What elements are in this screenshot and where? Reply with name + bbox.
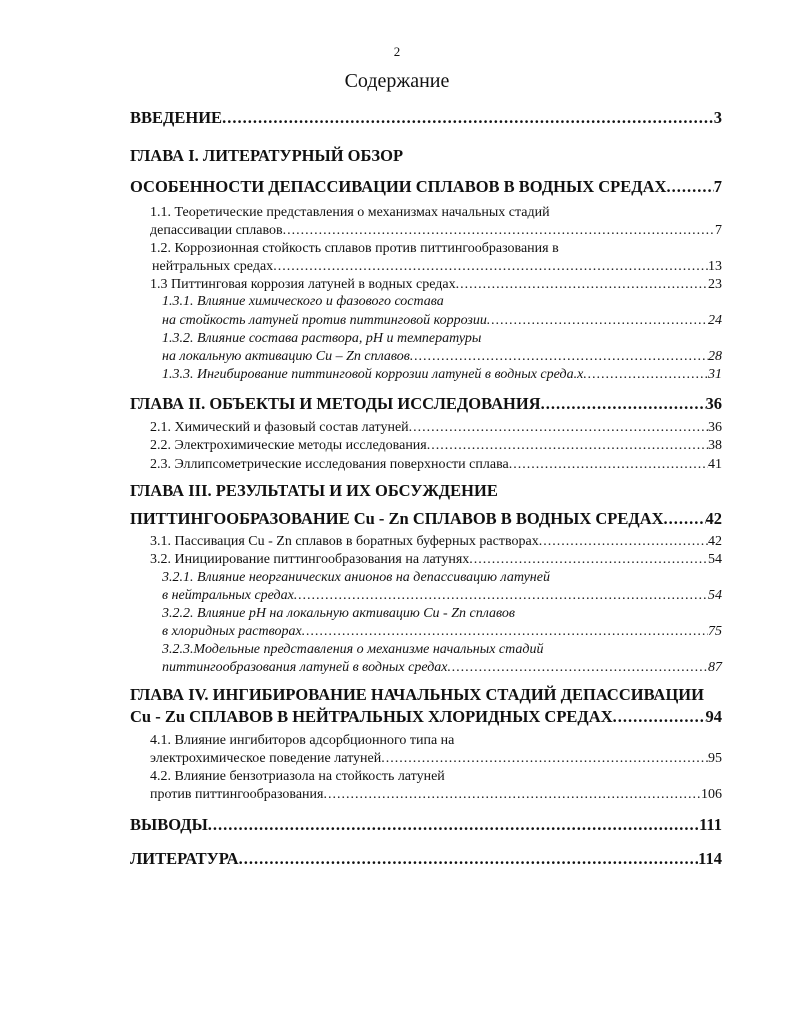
toc-section-1-2-line1: 1.2. Коррозионная стойкость сплавов против питтингообразования в — [150, 241, 559, 256]
toc-section-1-1: депассивации сплавов ..... 7 — [150, 223, 722, 239]
toc-section-4-2: против питтингообразования ..... 106 — [150, 787, 722, 803]
toc-entry-literature: ЛИТЕРАТУРА ..... 114 — [130, 849, 722, 869]
toc-section-4-1-line1: 4.1. Влияние ингибиторов адсорбционного типа на — [150, 733, 455, 748]
toc-chapter-1-title: ГЛАВА I. ЛИТЕРАТУРНЫЙ ОБЗОР — [130, 146, 404, 165]
toc-entry-conclusions: ВЫВОДЫ ..... 111 — [130, 815, 722, 835]
toc-section-3-1: 3.1. Пассивация Cu - Zn сплавов в боратных буферных растворах ..... 42 — [150, 534, 722, 550]
toc-chapter-4-subtitle: Cu - Zu СПЛАВОВ В НЕЙТРАЛЬНЫХ ХЛОРИДНЫХ СРЕДАХ ..... 94 — [130, 707, 722, 727]
toc-section-3-2-3-line1: 3.2.3.Модельные представления о механизме начальных стадий — [162, 642, 544, 657]
toc-section-1-1-line1: 1.1. Теоретические представления о механизмах начальных стадий — [150, 205, 550, 220]
toc-section-4-2-line1: 4.2. Влияние бензотриазола на стойкость латуней — [150, 769, 445, 784]
toc-chapter-1-subtitle: ОСОБЕННОСТИ ДЕПАССИВАЦИИ СПЛАВОВ В ВОДНЫХ СРЕДАХ ..... 7 — [130, 177, 722, 197]
toc-section-4-1: электрохимическое поведение латуней ..... 95 — [150, 751, 722, 767]
toc-section-3-2-1: в нейтральных средах ..... 54 — [162, 588, 722, 604]
toc-section-2-3: 2.3. Эллипсометрические исследования поверхности сплава ..... 41 — [150, 457, 722, 473]
toc-section-3-2-2: в хлоридных растворах ..... 75 — [162, 624, 722, 640]
page-number: 2 — [393, 44, 401, 59]
toc-chapter-4-title: ГЛАВА IV. ИНГИБИРОВАНИЕ НАЧАЛЬНЫХ СТАДИЙ ДЕПАССИВАЦИИ — [130, 685, 704, 704]
toc-section-2-1: 2.1. Химический и фазовый состав латуней ..... 36 — [150, 420, 722, 436]
toc-chapter-3-title: ГЛАВА III. РЕЗУЛЬТАТЫ И ИХ ОБСУЖДЕНИЕ — [130, 481, 498, 500]
toc-entry-intro: ВВЕДЕНИЕ ..... 3 — [130, 108, 722, 128]
toc-section-3-2-1-line1: 3.2.1. Влияние неорганических анионов на депассивацию латуней — [162, 570, 550, 585]
toc-chapter-2: ГЛАВА II. ОБЪЕКТЫ И МЕТОДЫ ИССЛЕДОВАНИЯ ..... 36 — [130, 394, 722, 414]
toc-section-1-3-2: на локальную активацию Cu – Zn сплавов ..... 28 — [162, 349, 722, 365]
toc-section-1-3-2-line1: 1.3.2. Влияние состава раствора, pH и температуры — [162, 331, 482, 346]
toc-section-1-3-1: на стойкость латуней против питтинговой коррозии ..... 24 — [162, 313, 722, 329]
toc-section-1-3: 1.3 Питтинговая коррозия латуней в водных средах ..... 23 — [150, 277, 722, 293]
toc-section-3-2-2-line1: 3.2.2. Влияние pH на локальную активацию Cu - Zn сплавов — [162, 606, 515, 621]
toc-section-1-2: нейтральных средах ..... 13 — [152, 259, 722, 275]
toc-section-1-3-1-line1: 1.3.1. Влияние химического и фазового состава — [162, 294, 444, 309]
toc-section-2-2: 2.2. Электрохимические методы исследования ..... 38 — [150, 438, 722, 454]
toc-section-3-2: 3.2. Инициирование питтингообразования на латунях ..... 54 — [150, 552, 722, 568]
page-title: Содержание — [344, 70, 450, 92]
toc-section-3-2-3: питтингообразования латуней в водных средах ..... 87 — [162, 660, 722, 676]
toc-chapter-3-subtitle: ПИТТИНГООБРАЗОВАНИЕ Cu - Zn СПЛАВОВ В ВОДНЫХ СРЕДАХ ..... 42 — [130, 509, 722, 529]
toc-section-1-3-3: 1.3.3. Ингибирование питтинговой коррозии латуней в водных среда.х ..... 31 — [162, 367, 722, 383]
